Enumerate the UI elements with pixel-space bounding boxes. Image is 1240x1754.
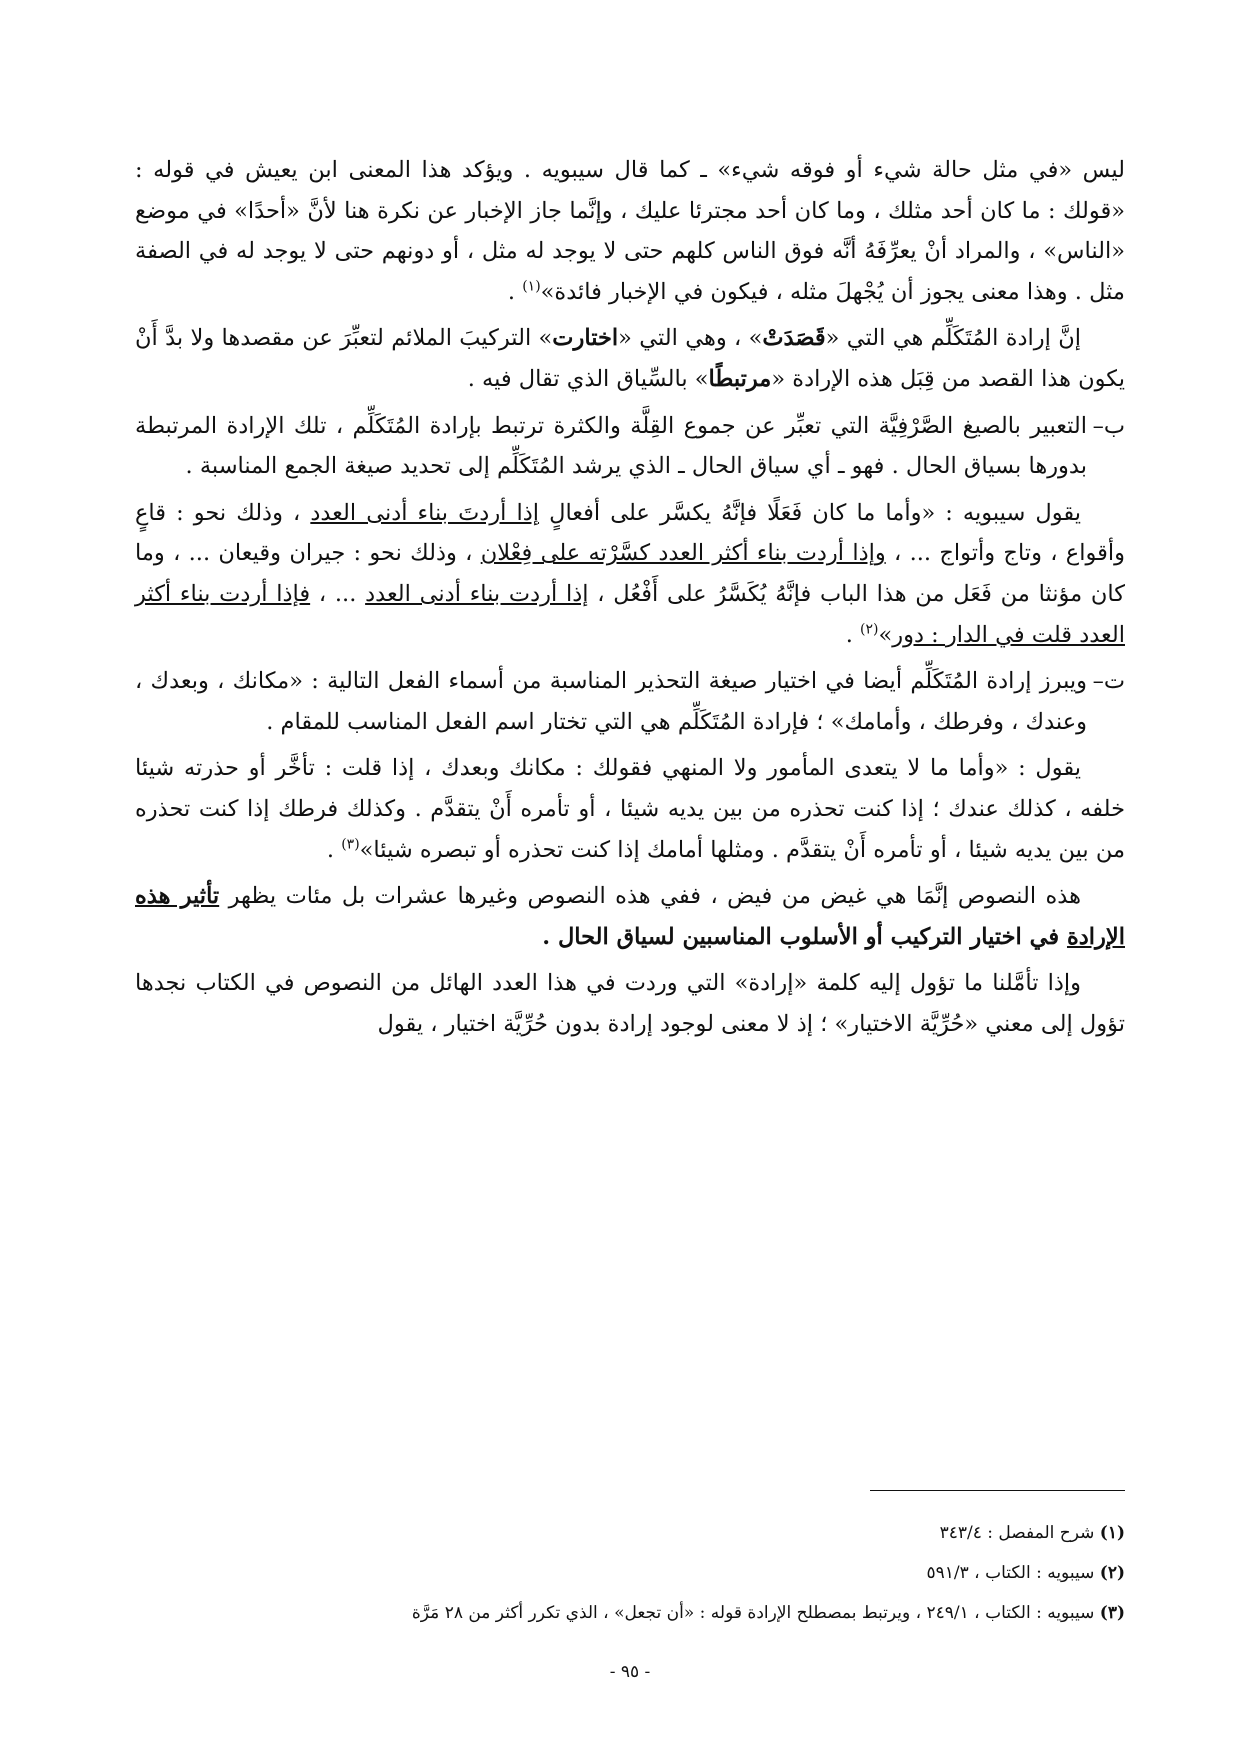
footnotes [135,1513,1125,1633]
paragraph-text: » التركيبَ الملائم لتعبِّرَ عن مقصدها ولا بدَّ أَنْ يكون هذا القصد من قِبَل هذه الإرادة « [135,325,1125,392]
paragraph-text: ليس «في مثل حالة شيء أو فوقه شيء» ـ كما قال سيبويه . ويؤكد هذا المعنى ابن يعيش في قوله : «قولك : ما كان أحد مثلك ، وما كان أحد مجترئا عليك ، وإنَّما جاز الإخبار عن نكرة هنا لأنَّ «أحدًا» في موضع «الناس» ، والمراد أنْ يعرِّفَهُ أنَّه فوق الناس كلهم حتى لا يوجد له مثل ، أو دونهم حتى لا يوجد له في الصفة مثل . وهذا معنى يجوز أن يُجْهلَ مثله ، فيكون في الإخبار فائدة» [135,157,1125,305]
paragraph-5 [135,876,1125,957]
list-item-text: التعبير بالصيغ الصَّرْفِيَّة التي تعبِّر عن جموع القِلَّة والكثرة ترتبط بإرادة المُتَكَلِّم ، تلك الإرادة المرتبطة بدورها بسياق الحال . فهو ـ أي سياق الحال ـ الذي يرشد المُتَكَلِّم إلى تحديد صيغة الجمع المناسبة . [135,412,1087,480]
paragraph-text: يقول : «وأما ما لا يتعدى المأمور ولا المنهي فقولك : مكانك وبعدك ، إذا قلت : تأخَّر أو حذرته شيئا خلفه ، كذلك عندك ؛ إذا كنت تحذره من بين يديه شيئا ، أو تأمره أَنْ يتقدَّم . وكذلك فرطك إذا كنت تحذره من بين يديه شيئا ، أو تأمره أَنْ يتقدَّم . ومثلها أمامك إذا كنت تحذره أو تبصره شيئا» [135,755,1125,863]
paragraph-text: إنَّ إرادة المُتَكَلِّم هي التي « [825,325,1081,352]
list-item-t [135,661,1125,742]
paragraph-text: يقول سيبويه : «وأما ما كان فَعَلًا فإنَّهُ يكسَّر على أفعالٍ [539,499,1081,526]
footnote-text: شرح المفصل : ٣٤٣/٤ [939,1523,1100,1543]
footnote-1 [135,1513,1125,1553]
footnote-ref-2[interactable]: (٢) [860,621,879,638]
document-page [135,150,1125,1730]
bold-underlined-text: تأثير هذه الإرادة [135,883,1125,950]
footnote-number: (٢) [1099,1563,1125,1583]
paragraph-text: ، وذلك نحو : قاعٍ وأقواع ، وتاج وأتواج ... ، [135,499,1125,567]
paragraph-2 [135,318,1125,399]
footnote-number: (٣) [1099,1603,1125,1623]
bold-term: اختارت [552,325,619,352]
paragraph-6 [135,963,1125,1044]
underlined-text: إذا أردت بناء أدنى العدد [365,580,589,607]
paragraph-text: . [507,278,523,305]
paragraph-text: هذه النصوص إنَّمَا هي غيض من فيض ، ففي هذه النصوص وغيرها عشرات بل مئات يظهر [219,883,1081,910]
footnote-3 [135,1593,1125,1633]
paragraph-text: . [845,621,861,648]
list-marker: ت– [1092,668,1125,695]
paragraph-3 [135,493,1125,655]
page-number: - ٩٥ - [609,1662,651,1682]
paragraph-text: ... ، [310,580,366,607]
bold-term: قَصَدَتْ [762,325,826,352]
footnote-separator [870,1490,1125,1491]
paragraph-text: ، وذلك نحو : جيران وقيعان ... ، وما كان مؤنثا من فَعَل من هذا الباب فإنَّهُ يُكَسَّرُ على أَفْعُل ، [135,540,1126,607]
paragraph-1 [135,150,1125,312]
paragraph-text: . [326,836,342,863]
bold-term: مرتبطًا [708,365,772,392]
list-item-b [135,406,1125,487]
footnote-2 [135,1553,1125,1593]
footnote-number: (١) [1099,1523,1125,1543]
paragraph-text: » [878,621,893,648]
paragraph-4 [135,748,1125,870]
footnote-ref-3[interactable]: (٣) [341,836,360,852]
bold-text: في اختيار التركيب أو الأسلوب المناسبين لسياق الحال . [542,923,1067,950]
footnote-text: سيبويه : الكتاب ، ٥٩١/٣ [926,1563,1100,1583]
underlined-text: فإذا أردت بناء أكثر العدد قلت في الدار : دور [135,580,1125,648]
list-marker: ب– [1092,412,1125,439]
footnote-ref-1[interactable]: (١) [522,278,541,295]
list-item-text: ويبرز إرادة المُتَكَلِّم أيضا في اختيار صيغة التحذير المناسبة من أسماء الفعل التالية : «مكانك ، وبعدك ، وعندك ، وفرطك ، وأمامك» ؛ فإرادة المُتَكَلِّم هي التي تختار اسم الفعل المناسب للمقام . [135,668,1087,735]
paragraph-text: وإذا تأمَّلنا ما تؤول إليه كلمة «إرادة» التي وردت في هذا العدد الهائل من النصوص في الكتاب نجدها تؤول إلى معني «حُرِّيَّة الاختيار» ؛ إذ لا معنى لوجود إرادة بدون حُرِّيَّة اختيار ، يقول [135,970,1125,1037]
paragraph-text: » ، وهي التي « [618,325,763,352]
footnote-text: سيبويه : الكتاب ، ٢٤٩/١ ، ويرتبط بمصطلح الإرادة قوله : «أن تجعل» ، الذي تكرر أكثر من ٢٨ مَرَّة [411,1603,1100,1623]
paragraph-text: » بالسِّياق الذي تقال فيه . [467,365,709,392]
underlined-text: وإذا أردت بناء أكثر العدد كسَّرْته على فِعْلان [480,540,886,567]
underlined-text: إذا أردتَ بناء أدنى العدد [310,499,540,526]
